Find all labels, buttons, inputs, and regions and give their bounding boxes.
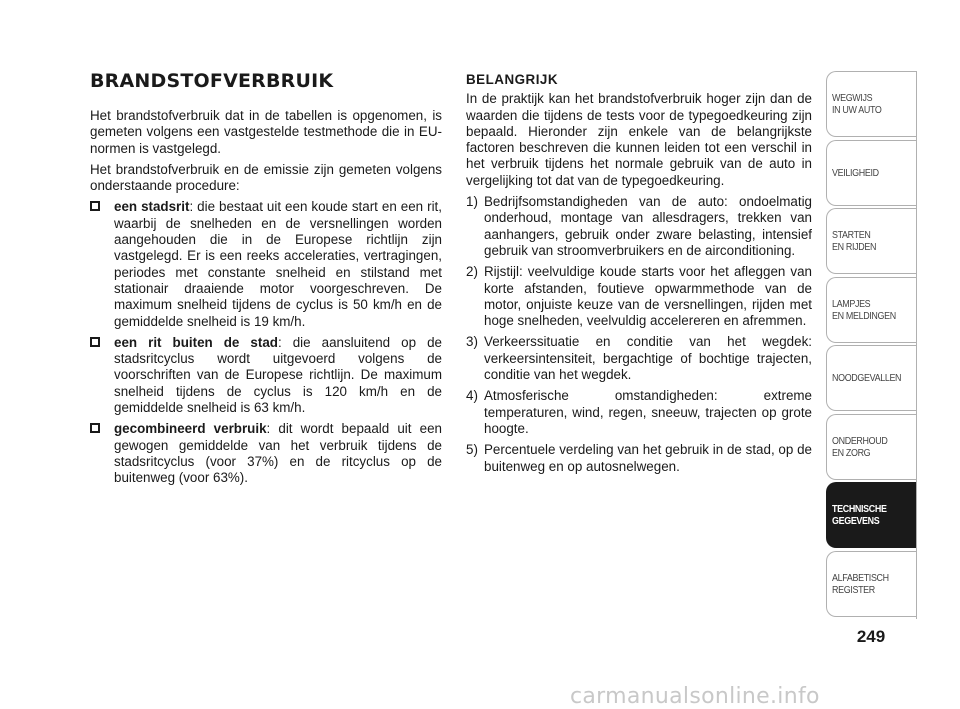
bullet-item (90, 199, 442, 329)
tab-register[interactable] (826, 551, 916, 617)
list-text: Percentuele verdeling van het gebruik in de stad, op de buitenweg en op autosnelwegen. (484, 442, 812, 474)
chapter-tabs (826, 71, 916, 619)
page-number: 249 (856, 627, 886, 646)
important-intro: In de praktijk kan het brandstofverbruik hoger zijn dan de waarden die tijdens de tests voor de typegoedkeuring zijn bepaald. Hieronder zijn enkele van de belangrijkste factoren beschreven die kunnen leiden tot een verschil in het verbruik tijdens het normale gebruik van de auto in vergelijking tot dat van de typegoedkeuring. (466, 91, 812, 188)
section-title: BRANDSTOFVERBRUIK (90, 70, 334, 92)
watermark: carmanualsonline.info (570, 684, 820, 709)
tab-technische-gegevens[interactable] (826, 482, 916, 548)
list-text: Atmosferische omstandigheden: extreme temperaturen, wind, regen, sneeuw, trajecten op grote hoogte. (484, 388, 812, 436)
tab-label: VEILIGHEID (832, 166, 879, 179)
tab-lampjes[interactable] (826, 277, 916, 343)
bullet-item (90, 335, 442, 416)
list-item (466, 264, 812, 329)
checkbox-bullet-icon (90, 201, 100, 211)
list-item (466, 334, 812, 383)
bullet-term: een stadsrit (114, 199, 190, 215)
list-number: 2) (466, 264, 478, 280)
tab-label: LAMPJES EN MELDINGEN (832, 297, 896, 322)
bullet-text: : die aansluitend op de stadsritcyclus wordt uitgevoerd volgens de voorschriften van de Europese richtlijn. De maximum snelheid tijdens de cyclus is 120 km/h en de gemiddelde snelheid is 63 km/h. (114, 334, 442, 416)
tab-label: STARTEN EN RIJDEN (832, 229, 877, 253)
list-item (466, 388, 812, 437)
factor-list (466, 194, 812, 475)
list-number: 1) (466, 194, 478, 210)
list-text: Verkeerssituatie en conditie van het wegdek: verkeersintensiteit, bergachtige of bochtige trajecten, conditie van het wegdek. (484, 334, 812, 383)
list-number: 5) (466, 442, 478, 458)
tab-veiligheid[interactable] (826, 140, 916, 206)
intro-paragraph-2: Het brandstofverbruik en de emissie zijn gemeten volgens onderstaande procedure: (90, 161, 442, 194)
list-item (466, 194, 812, 259)
list-number: 4) (466, 388, 478, 404)
bullet-item (90, 421, 442, 486)
bullet-text: : dit wordt bepaald uit een gewogen gemiddelde van het verbruik tijdens de stadsritcyclus (voor 37%) en de ritcyclus op de buitenweg (voor 63%). (114, 421, 442, 486)
right-column (466, 72, 812, 480)
bullet-text: : die bestaat uit een koude start en een rit, waarbij de snelheden en de versnellingen worden aangehouden die in de Europese richtlijn zijn vastgelegd. Er is een reeks acceleraties, vertragingen, periodes met constante snelheid en stilstand met stationair draaiende motor voorgeschreven. De maximum snelheid tijdens de cyclus is 50 km/h en de gemiddelde snelheid is 19 km/h. (114, 199, 442, 329)
tab-label: WEGWIJS IN UW AUTO (832, 92, 882, 116)
left-column (90, 70, 442, 492)
list-item (466, 442, 812, 475)
important-heading: BELANGRIJK (466, 72, 559, 87)
bullet-term: gecombineerd verbruik (114, 421, 267, 437)
intro-paragraph-1: Het brandstofverbruik dat in de tabellen is opgenomen, is gemeten volgens een vastgestelde testmethode die in EU-normen is vastgelegd. (90, 108, 442, 156)
tab-onderhoud[interactable] (826, 414, 916, 480)
tab-label: ALFABETISCH REGISTER (832, 571, 889, 596)
tab-wegwijs[interactable] (826, 71, 916, 137)
tab-label: NOODGEVALLEN (832, 372, 902, 384)
list-number: 3) (466, 334, 478, 350)
tab-starten[interactable] (826, 208, 916, 274)
tab-label: TECHNISCHE GEGEVENS (832, 503, 887, 527)
list-text: Bedrijfsomstandigheden van de auto: ondoelmatig onderhoud, montage van allesdragers, trekken van aanhangers, gebruik onder zware belasting, intensief gebruik van stroomverbruikers en de airconditioning. (484, 194, 812, 258)
sidebar-divider (916, 71, 917, 619)
checkbox-bullet-icon (90, 337, 100, 347)
tab-noodgevallen[interactable] (826, 345, 916, 411)
list-text: Rijstijl: veelvuldige koude starts voor het afleggen van korte afstanden, foutieve opwarmmethode van de motor, onjuiste keuze van de versnellingen, rijden met hoge snelheden, veelvuldig accelereren en afremmen. (484, 264, 812, 329)
tab-label: ONDERHOUD EN ZORG (832, 434, 888, 459)
bullet-term: een rit buiten de stad (114, 334, 278, 350)
checkbox-bullet-icon (90, 423, 100, 433)
